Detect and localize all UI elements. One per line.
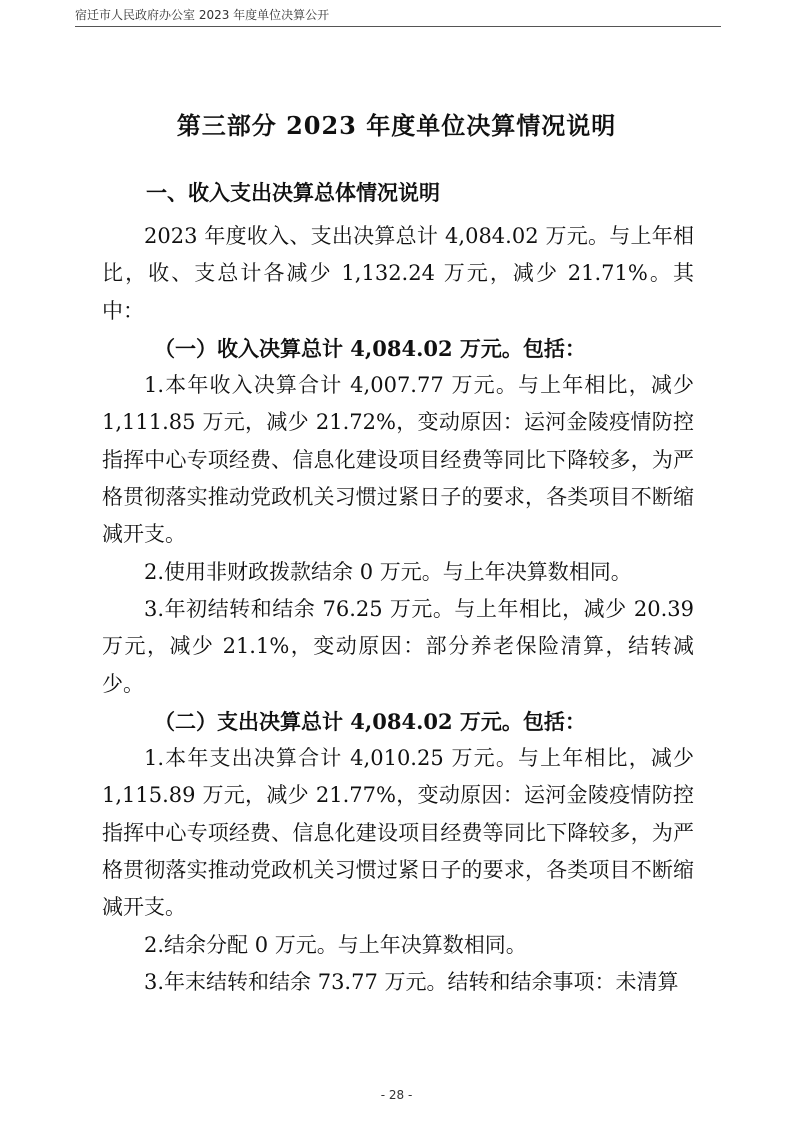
section-intro: 2023 年度收入、支出决算总计 4,084.02 万元。与上年相比，收、支总计各减少 1,132.24 万元，减少 21.71%。其中： — [102, 224, 694, 323]
expense-item-3: 3.年末结转和结余 73.77 万元。结转和结余事项：未清算 — [144, 969, 679, 994]
expense-item-1: 1.本年支出决算合计 4,010.25 万元。与上年相比，减少 1,115.89 万元，减少 21.77%，变动原因：运河金陵疫情防控指挥中心专项经费、信息化建设项目经费等同比下降较多，为严格贯彻落实推动党政机关习惯过紧日子的要求，各类项目不断缩减开支。 — [102, 746, 694, 920]
subsection-heading-income: （一）收入决算总计 4,084.02 万元。包括： — [154, 335, 586, 361]
income-item-1: 1.本年收入决算合计 4,007.77 万元。与上年相比，减少 1,111.85 万元，减少 21.72%，变动原因：运河金陵疫情防控指挥中心专项经费、信息化建设项目经费等同比下降较多，为严格贯彻落实推动党政机关习惯过紧日子的要求，各类项目不断缩减开支。 — [102, 373, 694, 547]
expense-item-2: 2.结余分配 0 万元。与上年决算数相同。 — [144, 932, 527, 957]
subsection-heading-expense: （二）支出决算总计 4,084.02 万元。包括： — [154, 708, 586, 734]
running-header: 宿迁市人民政府办公室 2023 年度单位决算公开 — [75, 8, 330, 22]
page-number: - 28 - — [380, 1088, 413, 1102]
page-title: 第三部分 2023 年度单位决算情况说明 — [176, 111, 617, 140]
header-divider — [75, 26, 721, 27]
income-item-2: 2.使用非财政拨款结余 0 万元。与上年决算数相同。 — [144, 559, 632, 584]
document-body — [102, 168, 694, 1001]
income-item-3: 3.年初结转和结余 76.25 万元。与上年相比，减少 20.39 万元，减少 21.1%，变动原因：部分养老保险清算，结转减少。 — [102, 596, 694, 696]
section-heading: 一、收入支出决算总体情况说明 — [146, 180, 440, 205]
